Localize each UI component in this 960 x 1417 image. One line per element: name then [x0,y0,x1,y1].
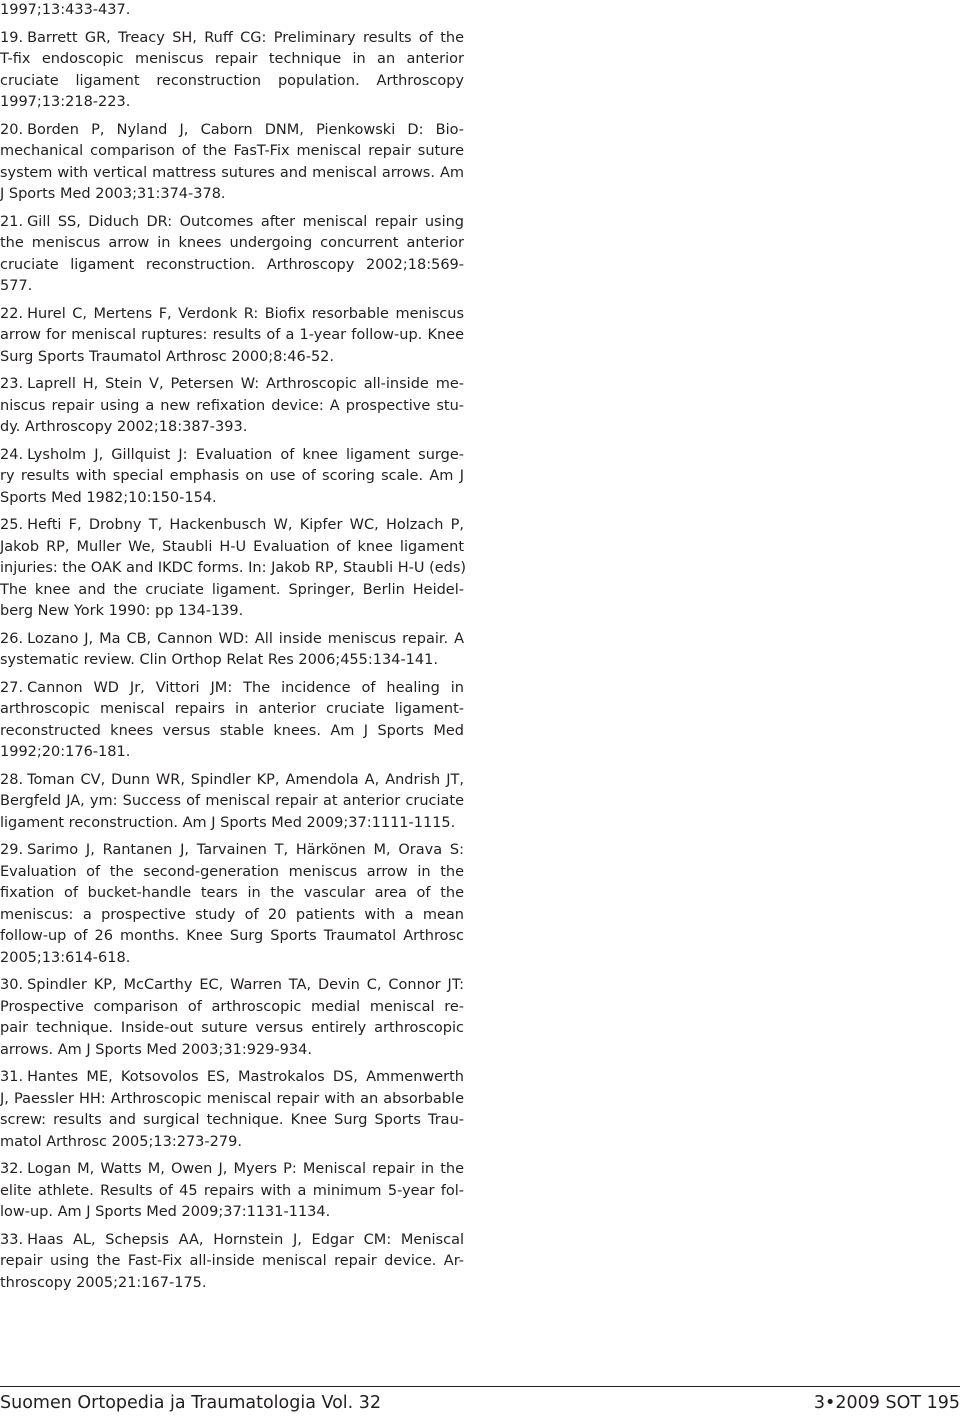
reference-text: elite athlete. Results of 45 repairs with a minimum 5-year fol- [0,1182,464,1199]
reference-line [0,445,464,467]
reference-line [0,184,464,206]
reference-text: Hantes ME, Kotsovolos ES, Mastrokalos DS, Ammenwerth [27,1069,464,1085]
reference-text: cruciate ligament reconstruction. Arthroscopy 2002;18:569- [0,256,464,273]
reference-item [0,629,464,672]
reference-text: dy. Arthroscopy 2002;18:387-393. [0,419,248,435]
carryover-line: 1997;13:433-437. [0,2,131,18]
reference-text: J, Paessler HH: Arthroscopic meniscal repair with an absorbable [0,1090,464,1107]
reference-text: injuries: the OAK and IKDC forms. In: Jakob RP, Staubli H-U (eds) [0,560,467,576]
reference-text: reconstructed knees versus stable knees. Am J Sports Med [0,722,464,739]
reference-line [0,488,464,510]
reference-line [0,1089,464,1111]
reference-text: matol Arthrosc 2005;13:273-279. [0,1133,242,1150]
reference-text: Lozano J, Ma CB, Cannon WD: All inside meniscus repair. A [27,630,464,647]
reference-line [0,537,464,559]
reference-text: pair technique. Inside-out suture versus entirely arthroscopic [0,1020,464,1036]
reference-text: Spindler KP, McCarthy EC, Warren TA, Devin C, Connor JT: [27,977,464,993]
reference-text: niscus repair using a new refixation device: A prospective stu- [0,397,464,414]
reference-line [0,1067,464,1089]
reference-line [0,742,464,764]
reference-number: 27. [0,679,24,696]
reference-line [0,650,464,672]
reference-text: ry results with special emphasis on use of scoring scale. Am J [0,468,464,484]
reference-text: Surg Sports Traumatol Arthrosc 2000;8:46-52. [0,348,335,365]
reference-text: Evaluation of the second-generation meniscus arrow in the [0,863,464,880]
reference-line [0,926,464,948]
reference-text: Bergfeld JA, ym: Success of meniscal repair at anterior cruciate [0,793,464,809]
reference-line [0,49,464,71]
reference-line [0,71,464,93]
reference-item [0,445,464,510]
reference-number: 22. [0,305,24,322]
reference-line [0,515,464,537]
reference-text: low-up. Am J Sports Med 2009;37:1131-1134. [0,1204,331,1220]
reference-number: 21. [0,213,24,230]
reference-line [0,233,464,255]
reference-line [0,417,464,439]
page-footer [0,1386,960,1417]
reference-item [0,374,464,439]
reference-line [0,678,464,700]
reference-item [0,840,464,969]
reference-line [0,396,464,418]
reference-line [0,255,464,277]
reference-line [0,1230,464,1252]
reference-line [0,1159,464,1181]
reference-number: 28. [0,771,24,788]
reference-text: Logan M, Watts M, Owen J, Myers P: Meniscal repair in the [27,1161,464,1177]
reference-item [0,28,464,114]
reference-line [0,813,464,835]
reference-text: 2005;13:614-618. [0,949,131,966]
reference-line [0,1181,464,1203]
reference-item [0,1159,464,1224]
reference-line [0,1273,464,1295]
reference-line [0,212,464,234]
reference-item [0,212,464,298]
reference-text: ligament reconstruction. Am J Sports Med 2009;37:1111-1115. [0,814,456,831]
reference-line [0,304,464,326]
reference-list [0,0,467,1300]
reference-text: repair using the Fast-Fix all-inside meniscal repair device. Ar- [0,1253,464,1269]
reference-text: follow-up of 26 months. Knee Surg Sports Traumatol Arthrosc [0,928,464,944]
reference-item [0,304,464,369]
reference-line [0,840,464,862]
reference-text: fixation of bucket-handle tears in the vascular area of the [0,885,464,901]
reference-item [0,515,467,623]
reference-text: berg New York 1990: pp 134-139. [0,603,244,619]
reference-line [0,120,464,142]
reference-line [0,905,464,927]
reference-text: Cannon WD Jr, Vittori JM: The incidence of healing in [27,679,464,696]
reference-item [0,1230,464,1295]
reference-line [0,883,464,905]
reference-line [0,558,467,580]
reference-text: Hefti F, Drobny T, Hackenbusch W, Kipfer WC, Holzach P, [27,517,464,533]
reference-line [0,1202,464,1224]
reference-line [0,374,464,396]
reference-item [0,1067,464,1153]
reference-items [0,28,467,1295]
reference-line [0,28,464,50]
reference-line [0,276,464,298]
reference-line [0,948,464,970]
reference-text: T-fix endoscopic meniscus repair technique in an anterior [0,51,464,67]
reference-text: mechanical comparison of the FasT-Fix meniscal repair suture [0,143,464,159]
reference-text: Prospective comparison of arthroscopic medial meniscal re- [0,998,464,1015]
reference-text: Toman CV, Dunn WR, Spindler KP, Amendola A, Andrish JT, [27,771,464,788]
reference-text: 1997;13:218-223. [0,94,131,110]
reference-number: 33. [0,1231,24,1248]
reference-text: 577. [0,278,33,294]
reference-number: 20. [0,121,24,138]
reference-text: screw: results and surgical technique. Knee Surg Sports Trau- [0,1112,464,1128]
reference-line [0,1040,464,1062]
reference-line [0,721,464,743]
reference-line [0,997,464,1019]
reference-text: the meniscus arrow in knees undergoing concurrent anterior [0,235,464,251]
reference-text: arrows. Am J Sports Med 2003;31:929-934. [0,1041,312,1058]
reference-item [0,975,464,1061]
reference-item [0,770,464,835]
reference-text: systematic review. Clin Orthop Relat Res 2006;455:134-141. [0,652,438,668]
reference-text: Haas AL, Schepsis AA, Hornstein J, Edgar CM: Meniscal [27,1231,464,1248]
reference-number: 31. [0,1069,24,1085]
reference-line [0,141,464,163]
reference-line [0,1132,464,1154]
reference-line [0,699,464,721]
reference-number: 26. [0,630,24,647]
reference-text: Borden P, Nyland J, Caborn DNM, Pienkowski D: Bio- [27,121,464,138]
reference-line [0,325,464,347]
reference-text: arrow for meniscal ruptures: results of a 1-year follow-up. Knee [0,327,464,343]
reference-line [0,791,464,813]
reference-line [0,1110,464,1132]
reference-number: 23. [0,376,24,392]
reference-number: 30. [0,977,24,993]
reference-number: 29. [0,842,24,858]
reference-text: throscopy 2005;21:167-175. [0,1274,207,1291]
reference-line [0,629,464,651]
reference-line [0,770,464,792]
reference-item [0,678,464,764]
reference-line [0,163,464,185]
reference-text: meniscus: a prospective study of 20 patients with a mean [0,906,464,923]
reference-text: Sports Med 1982;10:150-154. [0,489,217,506]
reference-text: Lysholm J, Gillquist J: Evaluation of knee ligament surge- [27,446,464,463]
reference-line [0,862,464,884]
reference-text: cruciate ligament reconstruction population. Arthroscopy [0,72,464,89]
reference-number: 24. [0,446,24,463]
reference-text: 1992;20:176-181. [0,744,131,760]
reference-number: 19. [0,29,24,46]
reference-text: Gill SS, Diduch DR: Outcomes after meniscal repair using [27,213,464,230]
reference-text: The knee and the cruciate ligament. Springer, Berlin Heidel- [0,581,464,598]
reference-number: 32. [0,1161,24,1177]
reference-line [0,1251,464,1273]
reference-line [0,347,464,369]
reference-text: Sarimo J, Rantanen J, Tarvainen T, Härkönen M, Orava S: [27,842,464,858]
reference-text: Jakob RP, Muller We, Staubli H-U Evaluation of knee ligament [0,538,464,555]
reference-text: arthroscopic meniscal repairs in anterior cruciate ligament- [0,701,464,717]
journal-title: Suomen Ortopedia ja Traumatologia Vol. 32 [0,1393,382,1413]
reference-line [0,92,464,114]
issue-page-number: 3•2009 SOT 195 [813,1393,960,1413]
reference-line [0,601,464,623]
reference-number: 25. [0,517,24,533]
reference-line [0,466,464,488]
reference-text: Laprell H, Stein V, Petersen W: Arthroscopic all-inside me- [27,376,464,392]
reference-line [0,975,464,997]
reference-text: Barrett GR, Treacy SH, Ruff CG: Preliminary results of the [27,29,464,46]
reference-text: J Sports Med 2003;31:374-378. [0,186,226,202]
reference-line [0,580,464,602]
reference-line [0,1018,464,1040]
reference-text: system with vertical mattress sutures and meniscal arrows. Am [0,164,464,181]
reference-item [0,120,464,206]
reference-text: Hurel C, Mertens F, Verdonk R: Biofix resorbable meniscus [27,305,464,322]
